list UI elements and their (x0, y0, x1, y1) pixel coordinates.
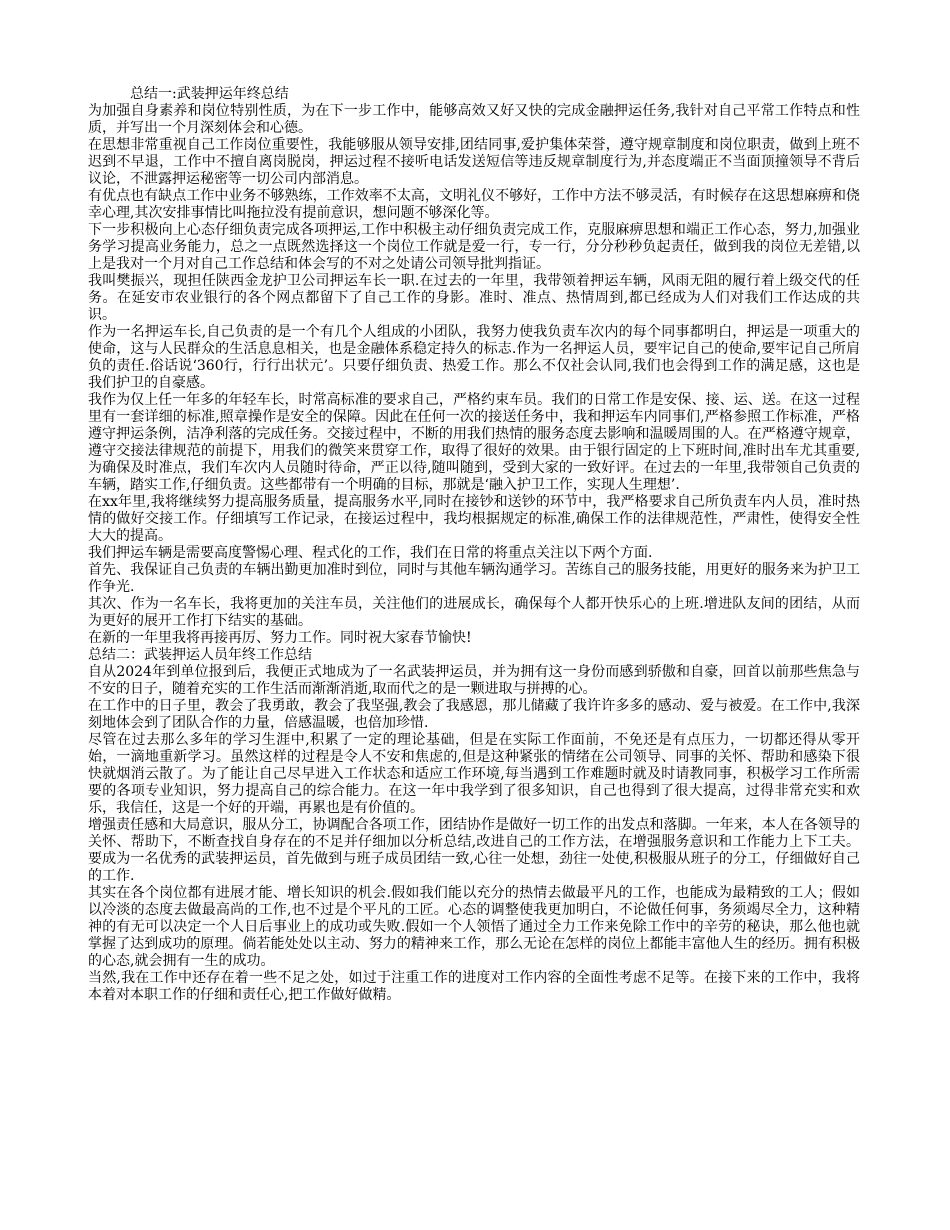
section-2-heading: 总结二：武装押运人员年终工作总结 (88, 647, 312, 663)
paragraph: 作为一名押运车长,自己负责的是一个有几个人组成的小团队，我努力使我负责车次内的每个同事都明白，押运是一项重大的使命，这与人民群众的生活息息相关，也是金融体系稳定持久的标志.作为一名押运人员，要牢记自己的使命,要牢记自己所肩负的责任.俗话说‘360行，行行出状元’。只要仔细负责、热爱工作。那么不仅社会认同,我们也会得到工作的满足感，这也是我们护卫的自豪感。 (88, 324, 860, 391)
paragraph: 我们押运车辆是需要高度警惕心理、程式化的工作，我们在日常的将重点关注以下两个方面. (88, 545, 653, 561)
paragraph: 为加强自身素养和岗位特别性质，为在下一步工作中，能够高效又好又快的完成金融押运任务,我针对自己平常工作特点和性质，并写出一个月深刻体会和心德。 (88, 103, 860, 136)
paragraph: 尽管在过去那么多年的学习生涯中,积累了一定的理论基础，但是在实际工作面前，不免还是有点压力，一切都还得从零开始，一滴地重新学习。虽然这样的过程是令人不安和焦虑的,但是这种紧张的情绪在公司领导、同事的关怀、帮助和感染下很快就烟消云散了。为了能让自己尽早进入工作状态和适应工作环境,每当遇到工作难题时就及时请教同事，积极学习工作所需要的各项专业知识，努力提高自己的综合能力。在这一年中我学到了很多知识，自己也得到了很大提高，过得非常充实和欢乐，我信任，这是一个好的开端，再累也是有价值的。 (88, 732, 860, 816)
paragraph: 在新的一年里我将再接再厉、努力工作。同时祝大家春节愉快! (88, 630, 472, 646)
paragraph: 在工作中的日子里，教会了我勇敢，教会了我坚强,教会了我感恩，那儿储藏了我许许多多的感动、爱与被爱。在工作中,我深刻地体会到了团队合作的力量，倍感温暖，也倍加珍惜. (88, 698, 860, 731)
paragraph: 其次、作为一名车长，我将更加的关注车员，关注他们的进展成长，确保每个人都开快乐心的上班.增进队友间的团结，从而为更好的展开工作打下结实的基础。 (88, 596, 860, 629)
paragraph: 有优点也有缺点工作中业务不够熟练，工作效率不太高，文明礼仪不够好，工作中方法不够灵活，有时候存在这思想麻痹和侥幸心理,其次安排事情比叫拖拉没有提前意识，想问题不够深化等。 (88, 188, 860, 221)
paragraph: 首先、我保证自己负责的车辆出勤更加准时到位，同时与其他车辆沟通学习。苦练自己的服务技能，用更好的服务来为护卫工作争光. (88, 562, 860, 595)
paragraph: 其实在各个岗位都有进展才能、增长知识的机会.假如我们能以充分的热情去做最平凡的工作，也能成为最精致的工人；假如以冷淡的态度去做最高尚的工作,也不过是个平凡的工匠。心态的调整使我更加明白，不论做任何事，务须竭尽全力，这种精神的有无可以决定一个人日后事业上的成功或失败.假如一个人领悟了通过全力工作来免除工作中的辛劳的秘诀，那么他也就掌握了达到成功的原理。倘若能处处以主动、努力的精神来工作，那么无论在怎样的岗位上都能丰富他人生的经历。拥有积极的心态,就会拥有一生的成功。 (88, 885, 860, 969)
paragraph: 下一步积极向上心态仔细负责完成各项押运,工作中积极主动仔细负责完成工作，克服麻痹思想和端正工作心态，努力,加强业务学习提高业务能力，总之一点既然选择这一个岗位工作就是爱一行，专一行，分分秒秒负起责任，做到我的岗位无差错,以上是我对一个月对自己工作总结和体会写的不对之处请公司领导批判指证。 (88, 222, 860, 272)
paragraph: 我作为仅上任一年多的年轻车长，时常高标准的要求自己，严格约束车员。我们的日常工作是安保、接、运、送。在这一过程里有一套详细的标准,照章操作是安全的保障。因此在任何一次的接送任务中，我和押运车内同事们,严格参照工作标准，严格遵守押运条例，洁净利落的完成任务。交接过程中，不断的用我们热情的服务态度去影响和温暖周围的人。在严格遵守规章，遵守交接法律规范的前提下，用我们的微笑来贯穿工作，取得了很好的效果。由于银行固定的上下班时间,准时出车尤其重要,为确保及时准点，我们车次内人员随时待命，严正以待,随叫随到，受到大家的一致好评。在过去的一年里,我带领自己负责的车辆，踏实工作,仔细负责。这些都带有一个明确的目标，那就是‘融入护卫工作，实现人生理想’. (88, 392, 860, 493)
paragraph: 增强责任感和大局意识，服从分工，协调配合各项工作，团结协作是做好一切工作的出发点和落脚。一年来，本人在各领导的关怀、帮助下，不断查找自身存在的不足并仔细加以分析总结,改进自己的工作方法，在增强服务意识和工作能力上下工夫。要成为一名优秀的武装押运员，首先做到与班子成员团结一致,心往一处想，劲往一处使,积极服从班子的分工，仔细做好自己的工作. (88, 817, 860, 884)
paragraph: 我叫樊振兴，现担任陕西金龙护卫公司押运车长一职.在过去的一年里，我带领着押运车辆，风雨无阻的履行着上级交代的任务。在延安市农业银行的各个网点都留下了自己工作的身影。准时、准点、热情周到,都已经成为人们对我们工作达成的共识。 (88, 273, 860, 323)
paragraph: 在思想非常重视自己工作岗位重要性，我能够服从领导安排,团结同事,爱护集体荣誉，遵守规章制度和岗位职责，做到上班不迟到不早退，工作中不擅自离岗脱岗，押运过程不接听电话发送短信等违反规章制度行为,并态度端正不当面顶撞领导不背后议论，不泄露押运秘密等一切公司内部消息。 (88, 137, 860, 187)
paragraph: 在xx年里,我将继续努力提高服务质量，提高服务水平,同时在接钞和送钞的环节中，我严格要求自己所负责车内人员，准时热情的做好交接工作。仔细填写工作记录，在接运过程中，我均根据规定的标准,确保工作的法律规范性，严肃性，使得安全性大大的提高。 (88, 494, 860, 544)
paragraph: 自从2024年到单位报到后，我便正式地成为了一名武装押运员，并为拥有这一身份而感到骄傲和自豪，回首以前那些焦急与不安的日子，随着充实的工作生活而渐渐消逝,取而代之的是一颗进取与拼搏的心。 (88, 664, 860, 697)
paragraph: 当然,我在工作中还存在着一些不足之处，如过于注重工作的进度对工作内容的全面性考虑不足等。在接下来的工作中，我将本着对本职工作的仔细和责任心,把工作做好做精。 (88, 970, 860, 1003)
section-1-heading: 总结一:武装押运年终总结 (130, 86, 289, 102)
document-body (88, 86, 860, 1004)
